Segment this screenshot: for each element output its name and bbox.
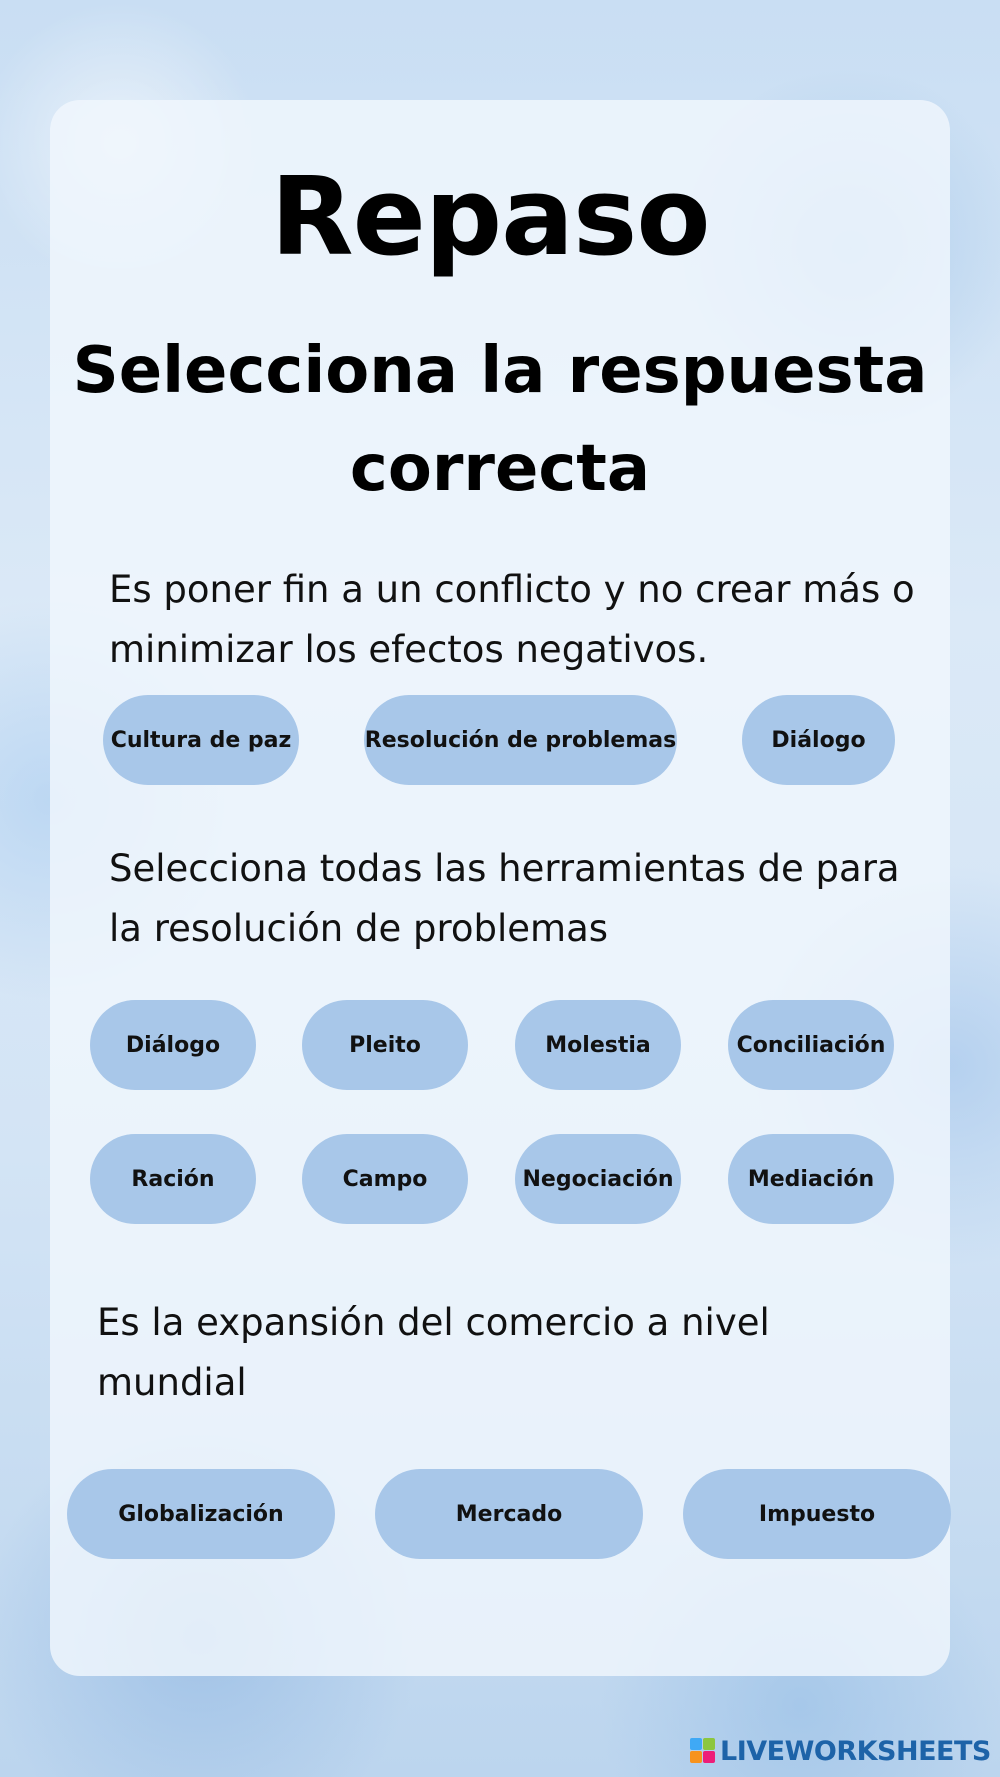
q2-option-conciliacion[interactable]: Conciliación — [728, 1000, 894, 1090]
liveworksheets-logo[interactable] — [690, 1736, 991, 1766]
q3-option-mercado[interactable]: Mercado — [375, 1469, 643, 1559]
q1-option-resolucion-de-problemas[interactable]: Resolución de problemas — [364, 695, 677, 785]
liveworksheets-logo-icon — [690, 1738, 716, 1764]
q3-option-globalizacion[interactable]: Globalización — [67, 1469, 335, 1559]
q1-option-cultura-de-paz[interactable]: Cultura de paz — [103, 695, 299, 785]
q2-option-racion[interactable]: Ración — [90, 1134, 256, 1224]
q2-option-mediacion[interactable]: Mediación — [728, 1134, 894, 1224]
q3-option-impuesto[interactable]: Impuesto — [683, 1469, 951, 1559]
page-title: Repaso — [270, 155, 710, 280]
logo-text: LIVEWORKSHEETS — [720, 1735, 991, 1767]
q2-option-molestia[interactable]: Molestia — [515, 1000, 681, 1090]
q2-option-pleito[interactable]: Pleito — [302, 1000, 468, 1090]
q2-option-dialogo[interactable]: Diálogo — [90, 1000, 256, 1090]
q1-option-dialogo[interactable]: Diálogo — [742, 695, 895, 785]
question-2-text: Selecciona todas las herramientas de para la resolución de problemas — [109, 847, 900, 950]
q2-option-campo[interactable]: Campo — [302, 1134, 468, 1224]
question-1-text: Es poner fin a un conflicto y no crear más o minimizar los efectos negativos. — [109, 568, 915, 671]
page-subtitle: Selecciona la respuesta correcta — [72, 334, 928, 506]
q2-option-negociacion[interactable]: Negociación — [515, 1134, 681, 1224]
question-3-text: Es la expansión del comercio a nivel mundial — [97, 1301, 770, 1404]
